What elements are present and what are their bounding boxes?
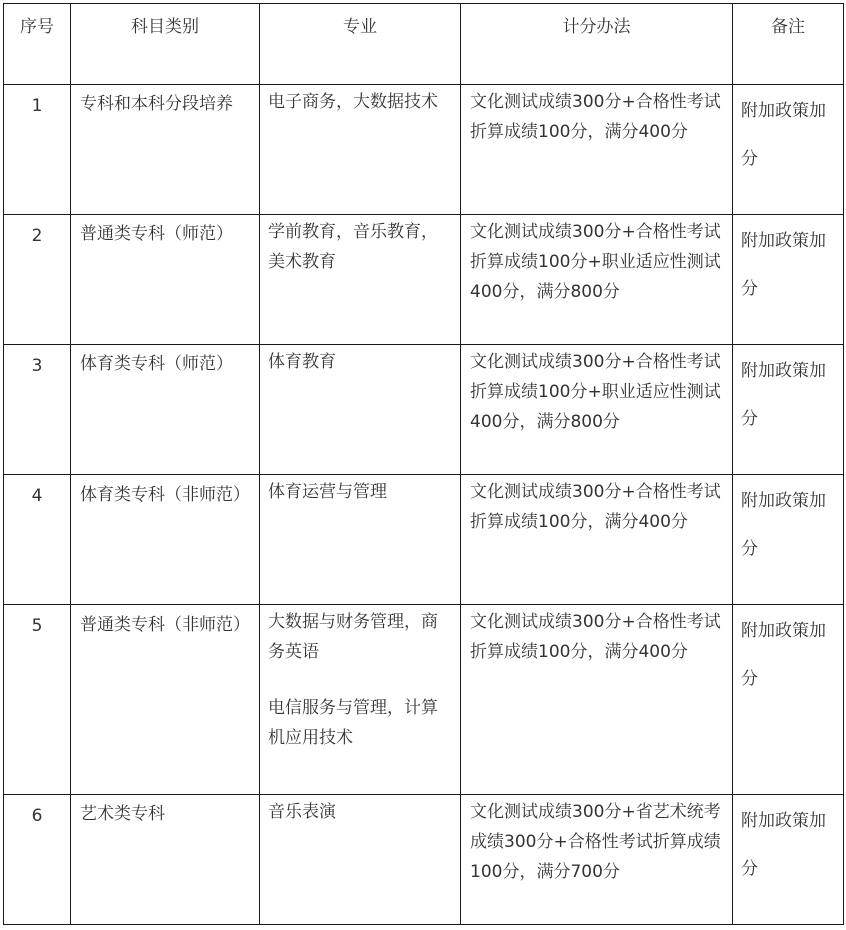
note-cell: 附加政策加分 [733,215,844,345]
header-row [4,4,844,85]
major-cell: 学前教育，音乐教育，美术教育 [260,215,461,345]
major-line: 大数据与财务管理，商务英语 [268,612,438,662]
category-cell: 普通类专科（非师范） [71,605,260,795]
scoring-cell: 文化测试成绩300分+省艺术统考成绩300分+合格性考试折算成绩 100分，满分700分 [461,795,733,925]
note-cell: 附加政策加分 [733,795,844,925]
admission-scoring-table [3,3,844,925]
header-no: 序号 [4,4,71,85]
category-cell: 艺术类专科 [71,795,260,925]
major-line: 电信服务与管理，计算机应用技术 [268,698,438,748]
major-cell: 电子商务，大数据技术 [260,85,461,215]
category-cell: 体育类专科（师范） [71,345,260,475]
category-cell: 体育类专科（非师范） [71,475,260,605]
note-cell: 附加政策加分 [733,605,844,795]
note-cell: 附加政策加分 [733,475,844,605]
header-category: 科目类别 [71,4,260,85]
header-scoring: 计分办法 [461,4,733,85]
table-row [4,795,844,925]
scoring-cell: 文化测试成绩300分+合格性考试折算成绩100分+职业适应性测试400分，满分800分 [461,215,733,345]
scoring-cell: 文化测试成绩300分+合格性考试折算成绩100分，满分400分 [461,605,733,795]
row-number: 5 [4,605,71,795]
major-cell: 音乐表演 [260,795,461,925]
major-cell: 体育运营与管理 [260,475,461,605]
table-row [4,345,844,475]
category-cell: 普通类专科（师范） [71,215,260,345]
scoring-cell: 文化测试成绩300分+合格性考试折算成绩100分，满分400分 [461,85,733,215]
row-number: 2 [4,215,71,345]
major-cell: 体育教育 [260,345,461,475]
row-number: 3 [4,345,71,475]
row-number: 1 [4,85,71,215]
header-note: 备注 [733,4,844,85]
scoring-cell: 文化测试成绩300分+合格性考试折算成绩100分，满分400分 [461,475,733,605]
table-row [4,85,844,215]
note-cell: 附加政策加分 [733,85,844,215]
table-row [4,475,844,605]
table-row [4,605,844,795]
paragraph-gap [268,667,452,693]
scoring-cell: 文化测试成绩300分+合格性考试折算成绩100分+职业适应性测试400分，满分800分 [461,345,733,475]
major-cell [260,605,461,795]
category-cell: 专科和本科分段培养 [71,85,260,215]
note-cell: 附加政策加分 [733,345,844,475]
row-number: 4 [4,475,71,605]
header-major: 专业 [260,4,461,85]
row-number: 6 [4,795,71,925]
table-row [4,215,844,345]
